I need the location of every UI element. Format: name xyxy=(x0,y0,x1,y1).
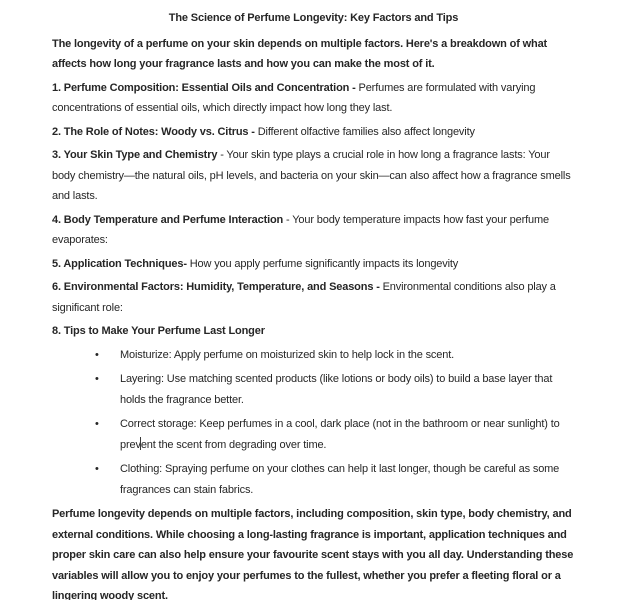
section-2-body: Different olfactive families also affect longevity xyxy=(254,125,475,138)
section-paragraph-2 xyxy=(52,122,575,143)
section-3-heading: 3. Your Skin Type and Chemistry xyxy=(52,149,218,161)
bullet-text-moisturize: Moisturize: Apply perfume on moisturized skin to help lock in the scent. xyxy=(120,348,455,361)
tips-heading: 8. Tips to Make Your Perfume Last Longer xyxy=(52,325,265,337)
intro-paragraph: The longevity of a perfume on your skin depends on multiple factors. Here's a breakdown of what affects how long your fragrance lasts and how you can make the most of it. xyxy=(52,37,548,70)
section-paragraph-4 xyxy=(52,210,575,251)
section-5-body: How you apply perfume significantly impacts its longevity xyxy=(186,257,459,270)
bullet-item-storage xyxy=(52,414,575,455)
section-6-body: Environmental conditions also play a significant role: xyxy=(52,281,556,314)
section-3-body: - Your skin type plays a crucial role in how long a fragrance lasts: Your body chemistry—the natural oils, pH levels, and bacteria on your skin—can also affect how a fragrance smells and lasts. xyxy=(52,149,571,202)
section-5-heading: 5. Application Techniques- xyxy=(52,257,187,270)
bullet-item-clothing xyxy=(52,459,575,500)
section-paragraph-5 xyxy=(52,254,575,275)
bullet-item-moisturize xyxy=(52,345,575,366)
document-title: The Science of Perfume Longevity: Key Factors and Tips xyxy=(168,12,459,24)
section-4-body: - Your body temperature impacts how fast your perfume evaporates: xyxy=(52,213,549,246)
section-6-heading: 6. Environmental Factors: Humidity, Temperature, and Seasons - xyxy=(52,281,380,293)
tips-bullet-list xyxy=(52,345,575,501)
section-paragraph-6 xyxy=(52,277,575,318)
section-4-heading: 4. Body Temperature and Perfume Interaction xyxy=(52,213,284,226)
bullet-marker-icon: • xyxy=(95,418,99,430)
bullet-text-clothing: Clothing: Spraying perfume on your clothes can help it last longer, though be careful as some fragrances can stain fabrics. xyxy=(120,463,560,496)
bullet-text-storage-before: Correct storage: Keep perfumes in a cool, dark place (not in the bathroom or near sunlight) to prev xyxy=(120,418,560,451)
section-1-body: Perfumes are formulated with varying concentrations of essential oils, which directly impact how long they last. xyxy=(52,81,536,114)
section-1-heading: 1. Perfume Composition: Essential Oils and Concentration - xyxy=(52,81,356,94)
section-2-heading: 2. The Role of Notes: Woody vs. Citrus - xyxy=(52,125,255,138)
bullet-marker-icon: • xyxy=(95,348,99,361)
bullet-marker-icon: • xyxy=(95,463,99,475)
bullet-item-layering xyxy=(52,369,575,410)
section-paragraph-3 xyxy=(52,145,575,207)
bullet-text-storage-after: ent the scent from degrading over time. xyxy=(140,438,327,451)
bullet-marker-icon: • xyxy=(95,373,99,385)
closing-paragraph: Perfume longevity depends on multiple factors, including composition, skin type, body chemistry, and external conditions. While choosing a long-lasting fragrance is important, application techniques and proper skin care can also help ensure your favourite scent stays with you all day. Understanding these variables will allow you to enjoy your perfumes to the fullest, whether you prefer a fleeting floral or a lingering woody scent. xyxy=(52,508,574,600)
section-paragraph-1 xyxy=(52,78,575,119)
bullet-text-layering: Layering: Use matching scented products (like lotions or body oils) to build a base layer that holds the fragrance better. xyxy=(120,373,553,406)
